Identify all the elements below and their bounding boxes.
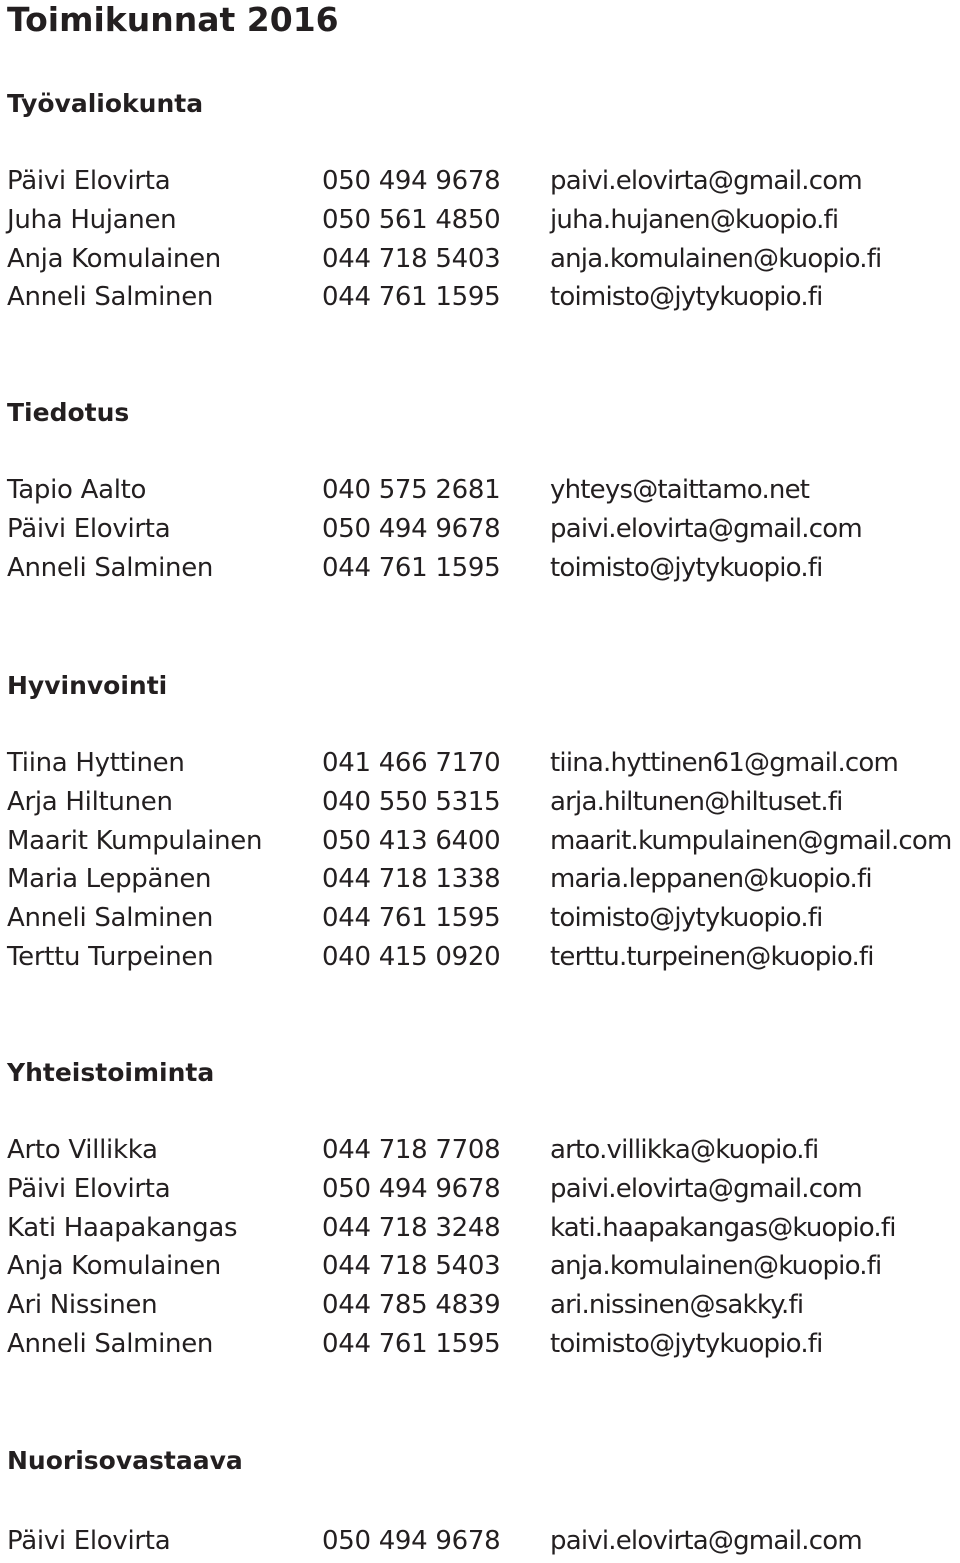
section-heading: Tiedotus (7, 398, 130, 427)
contact-phone: 044 718 5403 (322, 243, 501, 274)
contact-row (0, 202, 960, 238)
contact-email[interactable]: paivi.elovirta@gmail.com (550, 166, 862, 196)
contact-name: Kati Haapakangas (7, 1212, 238, 1243)
contact-phone: 040 415 0920 (322, 942, 501, 972)
contact-name: Tiina Hyttinen (7, 748, 185, 778)
contact-row (0, 241, 960, 277)
contact-email[interactable]: toimisto@jytykuopio.fi (550, 282, 823, 313)
contact-phone: 040 575 2681 (322, 475, 501, 505)
contact-row (0, 1210, 960, 1246)
contact-email[interactable]: toimisto@jytykuopio.fi (550, 1329, 823, 1359)
contact-name: Anja Komulainen (7, 243, 221, 274)
contact-name: Arto Villikka (7, 1135, 158, 1165)
contact-name: Maria Leppänen (7, 864, 212, 895)
contact-email[interactable]: kati.haapakangas@kuopio.fi (550, 1212, 896, 1243)
contact-row (0, 861, 960, 897)
contact-row (0, 163, 960, 199)
contact-phone: 044 761 1595 (322, 903, 501, 934)
contact-row (0, 823, 960, 859)
contact-email[interactable]: arto.villikka@kuopio.fi (550, 1135, 819, 1165)
contact-email[interactable]: paivi.elovirta@gmail.com (550, 513, 862, 544)
contact-email[interactable]: ari.nissinen@sakky.fi (550, 1290, 804, 1321)
section-heading: Yhteistoiminta (7, 1058, 215, 1087)
contact-phone: 050 561 4850 (322, 204, 501, 235)
section-heading: Hyvinvointi (7, 671, 168, 700)
contact-email[interactable]: toimisto@jytykuopio.fi (550, 552, 823, 583)
contact-phone: 044 761 1595 (322, 282, 501, 313)
contact-name: Tapio Aalto (7, 475, 147, 505)
contact-name: Maarit Kumpulainen (7, 825, 263, 856)
contact-row (0, 939, 960, 975)
contact-name: Anneli Salminen (7, 552, 214, 583)
contact-phone: 044 761 1595 (322, 552, 501, 583)
contact-email[interactable]: anja.komulainen@kuopio.fi (550, 243, 882, 274)
contact-email[interactable]: toimisto@jytykuopio.fi (550, 903, 823, 934)
contact-row (0, 1132, 960, 1168)
contact-row (0, 745, 960, 781)
section-heading: Työvaliokunta (7, 89, 204, 118)
contact-email[interactable]: paivi.elovirta@gmail.com (550, 1526, 862, 1556)
contact-name: Terttu Turpeinen (7, 942, 214, 972)
contact-email[interactable]: arja.hiltunen@hiltuset.fi (550, 786, 843, 817)
contact-email[interactable]: juha.hujanen@kuopio.fi (550, 204, 839, 235)
contact-name: Arja Hiltunen (7, 786, 173, 817)
contact-name: Päivi Elovirta (7, 166, 171, 196)
page-title: Toimikunnat 2016 (7, 0, 339, 39)
contact-name: Anneli Salminen (7, 903, 214, 934)
contact-phone: 041 466 7170 (322, 748, 501, 778)
contact-phone: 050 494 9678 (322, 1526, 501, 1556)
contact-name: Anneli Salminen (7, 1329, 214, 1359)
contact-email[interactable]: maarit.kumpulainen@gmail.com (550, 825, 952, 856)
contact-name: Päivi Elovirta (7, 1526, 171, 1556)
contact-phone: 044 718 3248 (322, 1212, 501, 1243)
contact-name: Anneli Salminen (7, 282, 214, 313)
contact-row (0, 279, 960, 315)
contact-row (0, 550, 960, 586)
contact-row (0, 784, 960, 820)
contact-row (0, 1248, 960, 1284)
contact-phone: 044 785 4839 (322, 1290, 501, 1321)
contact-phone: 044 718 1338 (322, 864, 501, 895)
contact-phone: 044 761 1595 (322, 1329, 501, 1359)
contact-email[interactable]: terttu.turpeinen@kuopio.fi (550, 942, 874, 972)
contact-row (0, 1523, 960, 1559)
contact-phone: 044 718 7708 (322, 1135, 501, 1165)
contact-email[interactable]: maria.leppanen@kuopio.fi (550, 864, 872, 895)
contact-name: Ari Nissinen (7, 1290, 158, 1321)
contact-phone: 050 413 6400 (322, 825, 501, 856)
contact-row (0, 900, 960, 936)
contact-phone: 040 550 5315 (322, 786, 501, 817)
contact-email[interactable]: anja.komulainen@kuopio.fi (550, 1251, 882, 1282)
contact-name: Juha Hujanen (7, 204, 177, 235)
contact-name: Anja Komulainen (7, 1251, 221, 1282)
contact-row (0, 1171, 960, 1207)
contact-phone: 044 718 5403 (322, 1251, 501, 1282)
contact-name: Päivi Elovirta (7, 1173, 171, 1204)
contact-email[interactable]: yhteys@taittamo.net (550, 475, 810, 505)
contact-phone: 050 494 9678 (322, 1173, 501, 1204)
contact-phone: 050 494 9678 (322, 513, 501, 544)
contact-row (0, 472, 960, 508)
contact-phone: 050 494 9678 (322, 166, 501, 196)
contact-email[interactable]: paivi.elovirta@gmail.com (550, 1173, 862, 1204)
contact-row (0, 1287, 960, 1323)
contact-name: Päivi Elovirta (7, 513, 171, 544)
contact-row (0, 511, 960, 547)
contact-email[interactable]: tiina.hyttinen61@gmail.com (550, 748, 899, 778)
contact-row (0, 1326, 960, 1362)
section-heading: Nuorisovastaava (7, 1446, 243, 1475)
